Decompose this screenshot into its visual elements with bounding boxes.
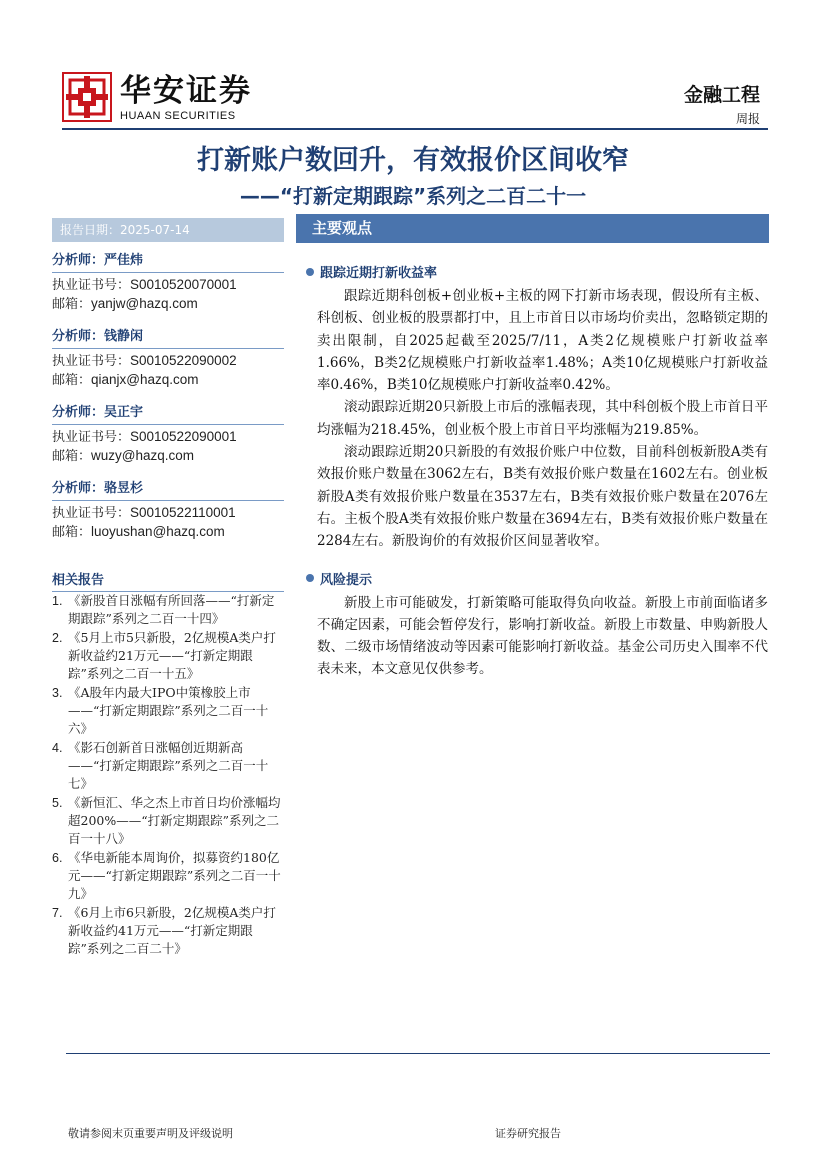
email-label: 邮箱： [52,525,92,540]
related-report-title: 《6月上市6只新股，2亿规模A类户打新收益约41万元——“打新定期跟踪”系列之二百二十》 [68,905,276,956]
paragraph: 滚动跟踪近期20只新股的有效报价账户中位数，目前科创板新股A类有效报价账户数量在3062左右，B类有效报价账户数量在1602左右。创业板新股A类有效报价账户数量在3537左右，B类有效报价账户数量在2076左右。主板个股A类有效报价账户数量在3694左右，B类有效报价账户数量在2284左右。新股询价的有效报价区间显著收窄。 [317,444,768,550]
related-report-title: 《5月上市5只新股，2亿规模A类户打新收益约21万元——“打新定期跟踪”系列之二百一十五》 [68,630,276,681]
bullet-dot-icon [306,574,314,582]
footer-report-type: 证券研究报告 [495,1127,561,1140]
section-heading [300,569,768,588]
analyst-sidebar [52,250,284,554]
report-subtitle: ——“打新定期跟踪”系列之二百二十一 [239,184,587,208]
analyst-cert-row [52,352,284,371]
logo-english-name: HUAAN SECURITIES [120,110,236,122]
analyst-card [52,326,284,390]
paragraph: 滚动跟踪近期20只新股上市后的涨幅表现，其中科创板个股上市首日平均涨幅为218.45%，创业板个股上市首日平均涨幅为219.85%。 [317,399,768,438]
footer-divider [66,1053,770,1054]
huaan-logo-icon [62,72,112,122]
analyst-card [52,250,284,314]
analyst-card [52,478,284,542]
email-label: 邮箱： [52,373,92,388]
email-label: 邮箱： [52,449,92,464]
related-report-number: 5. [52,796,63,810]
analyst-name: 分析师：吴正宇 [52,402,284,425]
related-report-item[interactable] [52,629,284,683]
report-frequency: 周报 [735,112,760,126]
cert-label: 执业证书号： [52,354,131,369]
main-view-banner: 主要观点 [296,214,769,243]
section-heading-text: 跟踪近期打新收益率 [320,266,438,281]
department-label: 金融工程 [683,84,760,106]
analyst-email[interactable]: luoyushan@hazq.com [91,524,225,539]
main-content [300,262,768,681]
section-heading [300,262,768,281]
analyst-card [52,402,284,466]
analyst-email[interactable]: yanjw@hazq.com [91,296,198,311]
analyst-email-row [52,371,284,390]
analyst-name: 分析师：严佳炜 [52,250,284,273]
logo-chinese-name: 华安证券 [120,73,252,109]
related-report-number: 1. [52,594,63,608]
footer-disclaimer: 敬请参阅末页重要声明及评级说明 [68,1127,233,1140]
report-title: 打新账户数回升，有效报价区间收窄 [197,145,629,176]
cert-label: 执业证书号： [52,430,131,445]
related-report-title: 《A股年内最大IPO中策橡胶上市——“打新定期跟踪”系列之二百一十六》 [68,685,269,736]
report-date: 报告日期：2025-07-14 [52,218,284,242]
analyst-email[interactable]: qianjx@hazq.com [91,372,199,387]
cert-number: S0010522090001 [130,429,237,444]
section-heading-text: 风险提示 [320,572,373,588]
related-report-title: 《新股首日涨幅有所回落——“打新定期跟踪”系列之二百一十四》 [68,593,275,626]
related-report-item[interactable] [52,592,284,628]
analyst-email-row [52,523,284,542]
cert-number: S0010522110001 [130,505,236,520]
analyst-email[interactable]: wuzy@hazq.com [91,448,195,463]
related-report-item[interactable] [52,849,284,903]
bullet-dot-icon [306,268,314,276]
related-report-number: 2. [52,631,63,645]
related-reports-heading: 相关报告 [52,569,284,592]
analyst-cert-row [52,504,284,523]
analyst-cert-row [52,276,284,295]
related-report-number: 4. [52,741,63,755]
related-report-title: 《新恒汇、华之杰上市首日均价涨幅均超200%——“打新定期跟踪”系列之二百一十八》 [68,795,281,846]
related-report-title: 《华电新能本周询价，拟募资约180亿元——“打新定期跟踪”系列之二百一十九》 [68,850,281,901]
analyst-name: 分析师：钱静闲 [52,326,284,349]
related-reports-list [52,592,284,959]
related-report-item[interactable] [52,739,284,793]
related-report-number: 7. [52,906,63,920]
analyst-email-row [52,447,284,466]
analyst-email-row [52,295,284,314]
cert-label: 执业证书号： [52,506,131,521]
related-report-number: 3. [52,686,63,700]
section-ipo-returns [300,262,768,553]
related-report-title: 《影石创新首日涨幅创近期新高——“打新定期跟踪”系列之二百一十七》 [68,740,269,791]
related-report-item[interactable] [52,684,284,738]
cert-number: S0010522090002 [130,353,237,368]
paragraph: 跟踪近期科创板+创业板+主板的网下打新市场表现，假设所有主板、科创板、创业板的股票都打中，且上市首日以市场均价卖出，忽略锁定期的卖出限制，自2025起截至2025/7/11，A类2亿规模账户打新收益率1.66%，B类2亿规模账户打新收益率1.48%；A类10亿规模账户打新收益率0.46%，B类10亿规模账户打新收益率0.42%。 [317,288,768,394]
related-report-number: 6. [52,851,63,865]
related-report-item[interactable] [52,904,284,958]
section-risk [300,569,768,681]
paragraph: 新股上市可能破发，打新策略可能取得负向收益。新股上市前面临诸多不确定因素，可能会暂停发行，影响打新收益。新股上市数量、申购新股人数、二级市场情绪波动等因素可能影响打新收益。基金公司历史入围率不代表未来，本文意见仅供参考。 [317,594,768,678]
analyst-name: 分析师：骆昱杉 [52,478,284,501]
related-report-item[interactable] [52,794,284,848]
report-header [62,70,762,130]
email-label: 邮箱： [52,297,92,312]
cert-number: S0010520070001 [130,277,237,292]
header-divider [62,128,768,130]
analyst-cert-row [52,428,284,447]
cert-label: 执业证书号： [52,278,131,293]
